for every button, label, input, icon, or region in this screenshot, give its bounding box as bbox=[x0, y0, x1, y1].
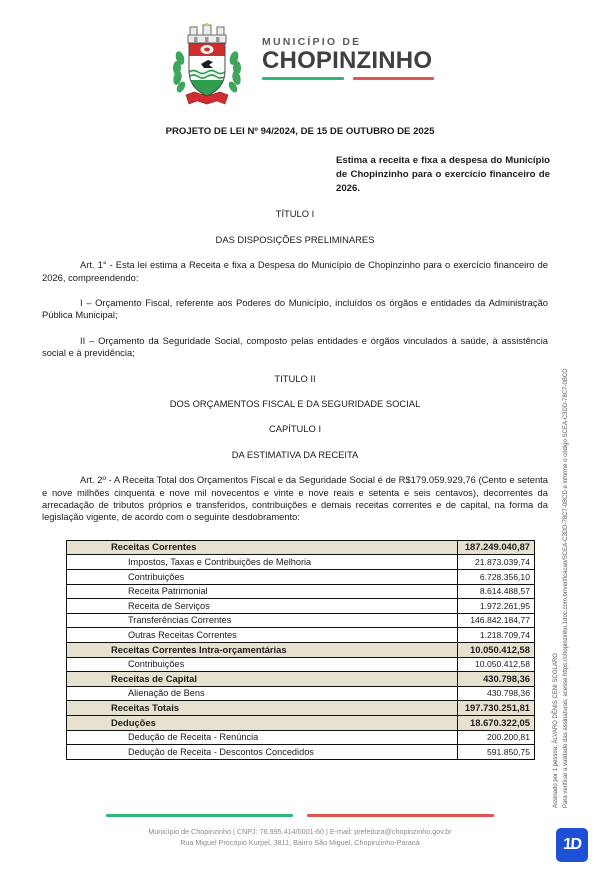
coat-of-arms-icon bbox=[166, 22, 248, 110]
row-value: 591.850,75 bbox=[457, 745, 534, 759]
row-value: 6.728.356,10 bbox=[457, 570, 534, 584]
table-row bbox=[67, 686, 534, 701]
section-heading: DA ESTIMATIVA DA RECEITA bbox=[231, 448, 359, 460]
municipality-label: MUNICÍPIO DE bbox=[262, 36, 362, 48]
footer-rules bbox=[0, 814, 600, 817]
green-rule bbox=[106, 814, 293, 817]
green-bar bbox=[262, 77, 344, 80]
row-label: Dedução de Receita - Renúncia bbox=[128, 732, 259, 743]
section-heading: TITULO II bbox=[274, 372, 316, 384]
section-heading: DOS ORÇAMENTOS FISCAL E DA SEGURIDADE SOCIAL bbox=[169, 398, 421, 410]
table-row bbox=[67, 700, 534, 715]
row-label: Deduções bbox=[111, 716, 156, 728]
row-value: 8.614.488,57 bbox=[457, 585, 534, 599]
row-label: Transferências Correntes bbox=[128, 615, 232, 626]
table-row bbox=[67, 730, 534, 745]
row-value: 430.798,36 bbox=[457, 687, 534, 701]
section-heading: CAPÍTULO I bbox=[268, 423, 322, 435]
municipality-name: CHOPINZINHO bbox=[262, 47, 433, 74]
table-row bbox=[67, 613, 534, 628]
signature-verify-line: Para verificar a validade das assinaturas, acesse https://chopinzinho.1doc.com.br/verificacao/SCEA-C3DD-78C7-0BCD e informe o código SCEA-C3DD-78C7-0BCD bbox=[562, 368, 569, 808]
onedoc-logo bbox=[556, 828, 588, 862]
row-value: 187.249.040,87 bbox=[457, 541, 534, 555]
onedoc-logo-mark: 1D bbox=[562, 836, 582, 853]
letterhead bbox=[0, 0, 600, 110]
row-value: 200.200,81 bbox=[457, 731, 534, 745]
table-row bbox=[67, 657, 534, 672]
row-label: Contribuições bbox=[128, 659, 185, 670]
red-rule bbox=[307, 814, 494, 817]
row-label: Receitas de Capital bbox=[111, 672, 197, 684]
body-paragraph: I – Orçamento Fiscal, referente aos Poderes do Município, incluídos os órgãos e entidades da Administração Pública Municipal; bbox=[42, 297, 548, 321]
ementa-text: Estima a receita e fixa a despesa do Município de Chopinzinho para o exercício financeiro de 2026. bbox=[336, 155, 550, 194]
row-value: 197.730.251,81 bbox=[457, 701, 534, 715]
row-label: Alienação de Bens bbox=[128, 688, 205, 699]
row-label: Impostos, Taxas e Contribuições de Melhoria bbox=[128, 556, 312, 567]
row-label: Receitas Correntes Intra-orçamentárias bbox=[111, 643, 287, 655]
row-label: Outras Receitas Correntes bbox=[128, 629, 237, 640]
row-label: Receita de Serviços bbox=[128, 600, 210, 611]
table-row bbox=[67, 627, 534, 642]
table-row bbox=[67, 642, 534, 657]
revenue-table bbox=[66, 540, 535, 760]
table-row bbox=[67, 715, 534, 730]
table-row bbox=[67, 541, 534, 555]
document-title: PROJETO DE LEI Nº 94/2024, DE 15 DE OUTUBRO DE 2025 bbox=[165, 126, 435, 137]
table-row bbox=[67, 598, 534, 613]
footer-line2: Rua Miguel Procópio Kurpel, 3811, Bairro São Miguel, Chopinzinho-Paraná bbox=[180, 837, 420, 847]
row-label: Receitas Correntes bbox=[111, 541, 197, 553]
municipality-brand bbox=[262, 22, 434, 80]
signature-signer-line: Assinado por 1 pessoa: ÁLVARO DÊNIS CENI SCOLARO bbox=[553, 653, 559, 808]
footer-contact bbox=[0, 826, 600, 848]
body-paragraph: II – Orçamento da Seguridade Social, composto pelas entidades e órgãos vinculados à saúde, à assistência social e à previdência; bbox=[42, 334, 548, 359]
table-row bbox=[67, 584, 534, 599]
row-value: 21.873.039,74 bbox=[457, 555, 534, 569]
row-value: 10.050.412,58 bbox=[457, 643, 534, 657]
section-heading: TÍTULO I bbox=[275, 208, 315, 220]
table-row bbox=[67, 671, 534, 686]
row-value: 430.798,36 bbox=[457, 672, 534, 686]
row-value: 1.218.709,74 bbox=[457, 628, 534, 642]
row-label: Receita Patrimonial bbox=[128, 586, 208, 597]
body-paragraph: Art. 2º - A Receita Total dos Orçamentos Fiscal e da Seguridade Social é de R$179.059.929,76 (Cento e setenta e nove milhões cinquenta e nove mil novecentos e vinte e nove reais e setenta e seis centavos), decorrentes da arrecadação de tributos próprios e transferidos, contribuições e demais receitas correntes e de capital, na forma da legislação vigente, de acordo com o seguinte desdobramento: bbox=[42, 474, 548, 523]
footer-line1: Município de Chopinzinho | CNPJ: 76.995.414/0001-60 | E-mail: prefeitura@chopinzinho.gov.br bbox=[148, 826, 452, 836]
brand-underline bbox=[262, 77, 434, 80]
body-paragraph: Art. 1° - Esta lei estima a Receita e fixa a Despesa do Município de Chopinzinho para o exercício financeiro de 2026, compreendendo: bbox=[42, 259, 548, 283]
row-value: 10.050.412,58 bbox=[457, 658, 534, 672]
section-heading: DAS DISPOSIÇÕES PRELIMINARES bbox=[215, 233, 375, 245]
table-wrapper bbox=[42, 540, 548, 760]
document-body bbox=[42, 208, 548, 524]
table-row bbox=[67, 744, 534, 759]
row-label: Contribuições bbox=[128, 571, 185, 582]
signature-verification-strip bbox=[552, 248, 571, 808]
row-label: Receitas Totais bbox=[111, 701, 180, 713]
row-value: 1.972.261,95 bbox=[457, 599, 534, 613]
row-label: Dedução de Receita - Descontos Concedidos bbox=[128, 746, 314, 757]
red-bar bbox=[353, 77, 435, 80]
row-value: 18.670.322,05 bbox=[457, 716, 534, 730]
table-row bbox=[67, 569, 534, 584]
row-value: 146.842.184,77 bbox=[457, 614, 534, 628]
page-footer bbox=[0, 814, 600, 848]
table-row bbox=[67, 554, 534, 569]
